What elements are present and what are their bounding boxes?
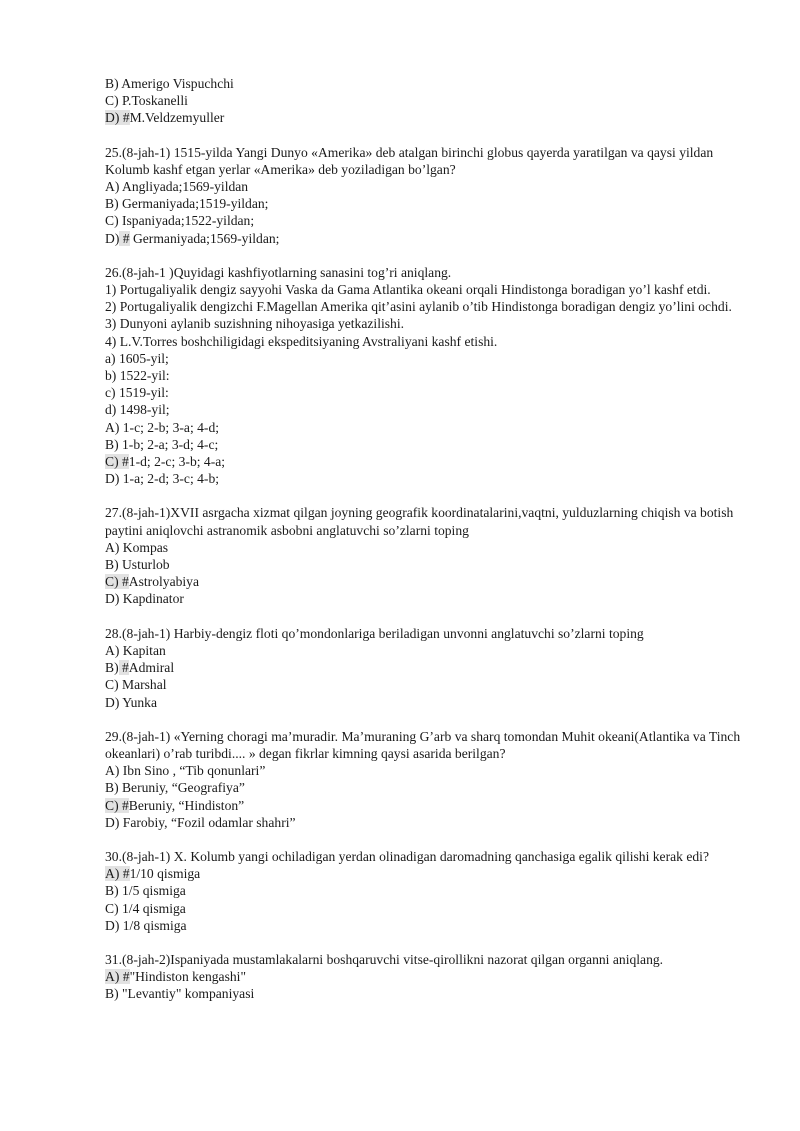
date-c: c) 1519-yil: bbox=[105, 385, 169, 401]
question-stem: 27.(8-jah-1)XVII asrgacha xizmat qilgan joyning geografik koordinatalarini,vaqtni, yulduzlarning chiqish va botish paytini aniqlovchi astranomik asbobni anglatuvchi so’zlarni toping bbox=[105, 505, 734, 538]
question-stem: 30.(8-jah-1) X. Kolumb yangi ochiladigan yerdan olinadigan daromadning qanchasiga egalik qilishi kerak edi? bbox=[105, 848, 709, 864]
date-a: a) 1605-yil; bbox=[105, 350, 169, 366]
option-b-correct: B) #Admiral bbox=[105, 660, 175, 676]
statement-3: 3) Dunyoni aylanib suzishning nihoyasiga yetkazilishi. bbox=[105, 316, 405, 332]
option-d: D) 1/8 qismiga bbox=[105, 917, 187, 933]
option-a: A) 1-c; 2-b; 3-a; 4-d; bbox=[105, 419, 220, 435]
statement-4: 4) L.V.Torres boshchiligidagi ekspeditsiyaning Avstraliyani kashf etishi. bbox=[105, 333, 498, 349]
question-stem: 26.(8-jah-1 )Quyidagi kashfiyotlarning sanasini tog’ri aniqlang. bbox=[105, 264, 452, 280]
option-a-correct: A) #1/10 qismiga bbox=[105, 866, 201, 882]
option-b: B) Amerigo Vispuchchi bbox=[105, 76, 234, 91]
question-28 bbox=[105, 625, 745, 711]
option-b: B) Beruniy, “Geografiya” bbox=[105, 780, 245, 796]
answer-highlight: A) # bbox=[105, 866, 130, 882]
option-b: B) 1-b; 2-a; 3-d; 4-c; bbox=[105, 436, 219, 452]
option-c: C) Ispaniyada;1522-yildan; bbox=[105, 213, 255, 229]
answer-highlight: C) # bbox=[105, 454, 129, 470]
option-a-correct: A) #"Hindiston kengashi" bbox=[105, 969, 247, 985]
option-d: D) Kapdinator bbox=[105, 591, 184, 607]
question-26 bbox=[105, 264, 745, 488]
question-stem: 25.(8-jah-1) 1515-yilda Yangi Dunyo «Amerika» deb atalgan birinchi globus qayerda yaratilgan va qaysi yildan Kolumb kashf etgan yerlar «Amerika» deb yoziladigan bo’lgan? bbox=[105, 144, 714, 177]
answer-highlight: C) # bbox=[105, 797, 129, 813]
statement-1: 1) Portugaliyalik dengiz sayyohi Vaska da Gama Atlantika okeani orqali Hindistonga boradigan yo’l kashf etdi. bbox=[105, 282, 711, 298]
option-a: A) Angliyada;1569-yildan bbox=[105, 179, 249, 195]
option-a: A) Kapitan bbox=[105, 642, 166, 658]
answer-highlight: # bbox=[119, 230, 130, 246]
answer-highlight: D) # bbox=[105, 110, 130, 126]
question-stem: 31.(8-jah-2)Ispaniyada mustamlakalarni boshqaruvchi vitse-qirollikni nazorat qilgan organni aniqlang. bbox=[105, 951, 664, 967]
question-stem: 29.(8-jah-1) «Yerning choragi ma’muradir. Ma’muraning G’arb va sharq tomondan Muhit okeani(Atlantika va Tinch okeanlari) o’rab turibdi.... » degan fikrlar kimning qaysi asarida berilgan? bbox=[105, 728, 741, 761]
option-b: B) Germaniyada;1519-yildan; bbox=[105, 196, 269, 212]
option-c-correct: C) #1-d; 2-c; 3-b; 4-a; bbox=[105, 454, 226, 470]
option-b: B) Usturlob bbox=[105, 557, 170, 573]
option-d: D) 1-a; 2-d; 3-c; 4-b; bbox=[105, 471, 220, 487]
question-24-tail bbox=[105, 75, 745, 127]
option-b: B) 1/5 qismiga bbox=[105, 883, 186, 899]
option-d: D) Farobiy, “Fozil odamlar shahri” bbox=[105, 814, 296, 830]
question-29 bbox=[105, 728, 745, 831]
question-stem: 28.(8-jah-1) Harbiy-dengiz floti qo’mondonlariga beriladigan unvonni anglatuvchi so’zlarni toping bbox=[105, 625, 644, 641]
answer-highlight: # bbox=[118, 660, 129, 676]
statement-2: 2) Portugaliyalik dengizchi F.Magellan Amerika qit’asini aylanib o’tib Hindistonga boradigan dengiz yo’lini ochdi. bbox=[105, 299, 732, 315]
answer-highlight: C) # bbox=[105, 574, 129, 590]
date-b: b) 1522-yil: bbox=[105, 368, 170, 384]
option-c: C) P.Toskanelli bbox=[105, 93, 188, 109]
option-d: D) Yunka bbox=[105, 694, 157, 710]
question-27 bbox=[105, 504, 745, 607]
date-d: d) 1498-yil; bbox=[105, 402, 170, 418]
question-31 bbox=[105, 951, 745, 1003]
option-c: C) 1/4 qismiga bbox=[105, 900, 186, 916]
option-c: C) Marshal bbox=[105, 677, 167, 693]
question-25 bbox=[105, 144, 745, 247]
answer-highlight: A) # bbox=[105, 969, 130, 985]
option-c-correct: C) #Astrolyabiya bbox=[105, 574, 200, 590]
option-a: A) Kompas bbox=[105, 539, 169, 555]
question-30 bbox=[105, 848, 745, 934]
document-content bbox=[105, 75, 745, 1020]
option-c-correct: C) #Beruniy, “Hindiston” bbox=[105, 797, 245, 813]
option-a: A) Ibn Sino , “Tib qonunlari” bbox=[105, 763, 266, 779]
option-d-correct: D) #M.Veldzemyuller bbox=[105, 110, 225, 126]
option-b: B) "Levantiy" kompaniyasi bbox=[105, 986, 255, 1002]
option-d-correct: D) # Germaniyada;1569-yildan; bbox=[105, 230, 280, 246]
